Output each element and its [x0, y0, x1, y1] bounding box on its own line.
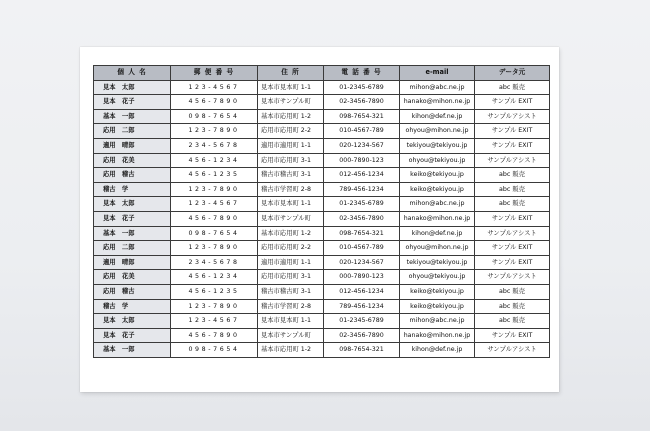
cell-address: 稽古市稽古町 3-1: [258, 168, 324, 183]
cell-email: hanako@mihon.ne.jp: [400, 211, 475, 226]
table-row: [94, 226, 550, 241]
cell-address: 基本市応用町 1-2: [258, 109, 324, 124]
cell-name: 応用 花美: [94, 270, 171, 285]
cell-postal-code: 123-7890: [171, 299, 258, 314]
cell-data-source: サンプルアシスト: [475, 343, 550, 358]
table-row: [94, 95, 550, 110]
cell-name: 稽古 学: [94, 299, 171, 314]
cell-phone: 01-2345-6789: [324, 314, 400, 329]
cell-email: keiko@tekiyou.jp: [400, 284, 475, 299]
cell-email: mihon@abc.ne.jp: [400, 314, 475, 329]
cell-address: 適用市適用町 1-1: [258, 138, 324, 153]
cell-postal-code: 234-5678: [171, 138, 258, 153]
cell-email: tekiyou@tekiyou.jp: [400, 255, 475, 270]
header-email: e-mail: [400, 66, 475, 81]
cell-name: 適用 晴郎: [94, 255, 171, 270]
table-row: [94, 314, 550, 329]
cell-data-source: サンプル EXIT: [475, 241, 550, 256]
cell-email: ohyou@tekiyou.jp: [400, 153, 475, 168]
cell-postal-code: 123-4567: [171, 314, 258, 329]
cell-postal-code: 456-7890: [171, 95, 258, 110]
cell-phone: 010-4567-789: [324, 241, 400, 256]
table-row: [94, 241, 550, 256]
cell-phone: 02-3456-7890: [324, 211, 400, 226]
cell-data-source: サンプル EXIT: [475, 95, 550, 110]
cell-email: hanako@mihon.ne.jp: [400, 95, 475, 110]
cell-name: 見本 花子: [94, 328, 171, 343]
header-postal-code: 郵 便 番 号: [171, 66, 258, 81]
table-row: [94, 255, 550, 270]
cell-postal-code: 123-4567: [171, 197, 258, 212]
cell-postal-code: 456-1235: [171, 284, 258, 299]
cell-postal-code: 123-7890: [171, 124, 258, 139]
cell-name: 基本 一郎: [94, 226, 171, 241]
cell-postal-code: 456-1235: [171, 168, 258, 183]
cell-address: 見本市サンプル町: [258, 328, 324, 343]
cell-postal-code: 098-7654: [171, 109, 258, 124]
cell-phone: 789-456-1234: [324, 182, 400, 197]
cell-phone: 012-456-1234: [324, 284, 400, 299]
cell-data-source: サンプル EXIT: [475, 124, 550, 139]
cell-name: 応用 二郎: [94, 124, 171, 139]
cell-email: ohyou@tekiyou.jp: [400, 270, 475, 285]
cell-address: 見本市サンプル町: [258, 95, 324, 110]
header-row: [94, 66, 550, 81]
table-row: [94, 343, 550, 358]
table-row: [94, 80, 550, 95]
cell-address: 見本市サンプル町: [258, 211, 324, 226]
table-row: [94, 182, 550, 197]
cell-phone: 000-7890-123: [324, 153, 400, 168]
cell-phone: 02-3456-7890: [324, 328, 400, 343]
header-name: 個 人 名: [94, 66, 171, 81]
table-row: [94, 109, 550, 124]
cell-data-source: サンプルアシスト: [475, 109, 550, 124]
cell-phone: 01-2345-6789: [324, 80, 400, 95]
cell-phone: 020-1234-567: [324, 138, 400, 153]
cell-name: 見本 太郎: [94, 197, 171, 212]
cell-data-source: abc 販売: [475, 168, 550, 183]
cell-postal-code: 456-7890: [171, 328, 258, 343]
cell-phone: 02-3456-7890: [324, 95, 400, 110]
cell-name: 応用 花美: [94, 153, 171, 168]
cell-postal-code: 456-1234: [171, 153, 258, 168]
table-body: [94, 80, 550, 357]
cell-name: 基本 一郎: [94, 109, 171, 124]
header-data-source: データ元: [475, 66, 550, 81]
cell-postal-code: 098-7654: [171, 226, 258, 241]
cell-address: 応用市応用町 2-2: [258, 124, 324, 139]
cell-email: ohyou@mihon.ne.jp: [400, 241, 475, 256]
cell-name: 見本 太郎: [94, 80, 171, 95]
cell-address: 適用市適用町 1-1: [258, 255, 324, 270]
cell-phone: 010-4567-789: [324, 124, 400, 139]
cell-email: kihon@def.ne.jp: [400, 343, 475, 358]
cell-phone: 020-1234-567: [324, 255, 400, 270]
cell-address: 見本市見本町 1-1: [258, 197, 324, 212]
cell-address: 稽古市学習町 2-8: [258, 182, 324, 197]
cell-data-source: サンプルアシスト: [475, 226, 550, 241]
cell-name: 見本 花子: [94, 95, 171, 110]
cell-name: 応用 稽古: [94, 284, 171, 299]
data-table: [93, 65, 550, 358]
cell-name: 応用 稽古: [94, 168, 171, 183]
cell-phone: 098-7654-321: [324, 343, 400, 358]
table-row: [94, 284, 550, 299]
cell-address: 稽古市学習町 2-8: [258, 299, 324, 314]
cell-data-source: abc 販売: [475, 299, 550, 314]
cell-email: kihon@def.ne.jp: [400, 226, 475, 241]
cell-name: 見本 太郎: [94, 314, 171, 329]
cell-email: mihon@abc.ne.jp: [400, 80, 475, 95]
cell-address: 見本市見本町 1-1: [258, 314, 324, 329]
table-row: [94, 197, 550, 212]
cell-email: kihon@def.ne.jp: [400, 109, 475, 124]
cell-phone: 098-7654-321: [324, 109, 400, 124]
cell-phone: 012-456-1234: [324, 168, 400, 183]
cell-address: 見本市見本町 1-1: [258, 80, 324, 95]
cell-address: 応用市応用町 3-1: [258, 153, 324, 168]
cell-email: mihon@abc.ne.jp: [400, 197, 475, 212]
cell-data-source: サンプルアシスト: [475, 270, 550, 285]
cell-postal-code: 456-7890: [171, 211, 258, 226]
header-address: 住 所: [258, 66, 324, 81]
cell-data-source: abc 販売: [475, 80, 550, 95]
cell-address: 応用市応用町 2-2: [258, 241, 324, 256]
cell-phone: 000-7890-123: [324, 270, 400, 285]
cell-email: keiko@tekiyou.jp: [400, 168, 475, 183]
table-row: [94, 211, 550, 226]
table-row: [94, 124, 550, 139]
table-row: [94, 168, 550, 183]
cell-postal-code: 456-1234: [171, 270, 258, 285]
cell-name: 基本 一郎: [94, 343, 171, 358]
cell-data-source: abc 販売: [475, 314, 550, 329]
cell-postal-code: 123-7890: [171, 241, 258, 256]
table-row: [94, 328, 550, 343]
cell-postal-code: 123-7890: [171, 182, 258, 197]
cell-address: 応用市応用町 3-1: [258, 270, 324, 285]
cell-data-source: サンプル EXIT: [475, 255, 550, 270]
header-phone: 電 話 番 号: [324, 66, 400, 81]
cell-postal-code: 123-4567: [171, 80, 258, 95]
cell-data-source: サンプル EXIT: [475, 328, 550, 343]
cell-data-source: サンプル EXIT: [475, 211, 550, 226]
cell-name: 稽古 学: [94, 182, 171, 197]
table-row: [94, 270, 550, 285]
cell-email: keiko@tekiyou.jp: [400, 299, 475, 314]
cell-postal-code: 234-5678: [171, 255, 258, 270]
cell-data-source: サンプルアシスト: [475, 153, 550, 168]
cell-email: keiko@tekiyou.jp: [400, 182, 475, 197]
cell-data-source: サンプル EXIT: [475, 138, 550, 153]
table-row: [94, 299, 550, 314]
cell-email: tekiyou@tekiyou.jp: [400, 138, 475, 153]
cell-phone: 098-7654-321: [324, 226, 400, 241]
table-header: [94, 66, 550, 81]
cell-email: ohyou@mihon.ne.jp: [400, 124, 475, 139]
table-row: [94, 138, 550, 153]
paper-sheet: [80, 47, 559, 392]
cell-name: 適用 晴郎: [94, 138, 171, 153]
cell-name: 見本 花子: [94, 211, 171, 226]
table-row: [94, 153, 550, 168]
cell-data-source: abc 販売: [475, 284, 550, 299]
cell-phone: 01-2345-6789: [324, 197, 400, 212]
cell-address: 稽古市稽古町 3-1: [258, 284, 324, 299]
cell-address: 基本市応用町 1-2: [258, 226, 324, 241]
cell-postal-code: 098-7654: [171, 343, 258, 358]
cell-phone: 789-456-1234: [324, 299, 400, 314]
cell-name: 応用 二郎: [94, 241, 171, 256]
cell-email: hanako@mihon.ne.jp: [400, 328, 475, 343]
cell-data-source: abc 販売: [475, 197, 550, 212]
cell-data-source: abc 販売: [475, 182, 550, 197]
cell-address: 基本市応用町 1-2: [258, 343, 324, 358]
